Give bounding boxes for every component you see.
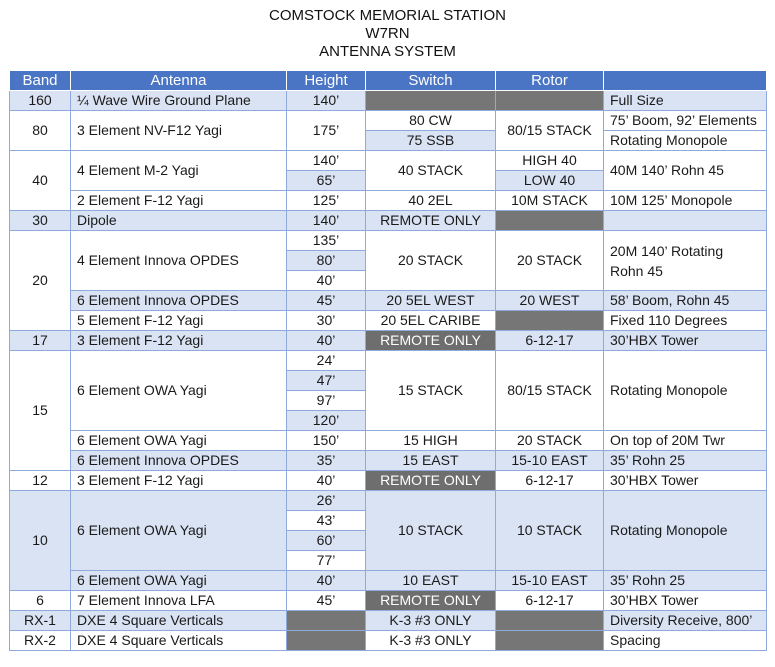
band-cell: 80: [10, 111, 71, 151]
header-antenna: Antenna: [71, 71, 287, 91]
band-cell: 17: [10, 331, 71, 351]
notes-cell: [604, 211, 767, 231]
notes-cell: Rotating Monopole: [604, 351, 767, 431]
height-cell: 140’: [287, 211, 366, 231]
rotor-cell: 10M STACK: [496, 191, 604, 211]
antenna-cell: 6 Element Innova OPDES: [71, 291, 287, 311]
table-row: [10, 91, 767, 111]
rotor-cell: 20 WEST: [496, 291, 604, 311]
band-cell: 40: [10, 151, 71, 211]
height-cell: 35’: [287, 451, 366, 471]
table-row: [10, 351, 767, 371]
rotor-cell: 15-10 EAST: [496, 571, 604, 591]
height-cell: 140’: [287, 91, 366, 111]
table-row: [10, 191, 767, 211]
switch-cell: REMOTE ONLY: [366, 471, 496, 491]
height-cell: 120’: [287, 411, 366, 431]
rotor-cell: 6-12-17: [496, 471, 604, 491]
notes-cell: Fixed 110 Degrees: [604, 311, 767, 331]
height-cell: 40’: [287, 271, 366, 291]
table-row: [10, 211, 767, 231]
switch-cell: 10 STACK: [366, 491, 496, 571]
switch-cell: 15 STACK: [366, 351, 496, 431]
notes-cell: 40M 140’ Rohn 45: [604, 151, 767, 191]
switch-cell: K-3 #3 ONLY: [366, 631, 496, 651]
switch-cell: 20 5EL WEST: [366, 291, 496, 311]
antenna-cell: 6 Element OWA Yagi: [71, 491, 287, 571]
rotor-blocked-cell: [496, 631, 604, 651]
rotor-cell: 80/15 STACK: [496, 111, 604, 151]
rotor-blocked-cell: [496, 611, 604, 631]
antenna-cell: 4 Element M-2 Yagi: [71, 151, 287, 191]
table-row: [10, 331, 767, 351]
height-cell: 45’: [287, 291, 366, 311]
table-row: [10, 151, 767, 171]
height-cell: 40’: [287, 571, 366, 591]
height-blocked-cell: [287, 631, 366, 651]
height-cell: 24’: [287, 351, 366, 371]
antenna-cell: Dipole: [71, 211, 287, 231]
height-cell: 140’: [287, 151, 366, 171]
notes-cell: 10M 125’ Monopole: [604, 191, 767, 211]
height-cell: 97’: [287, 391, 366, 411]
switch-blocked-cell: [366, 91, 496, 111]
table-row: [10, 571, 767, 591]
antenna-cell: 7 Element Innova LFA: [71, 591, 287, 611]
switch-cell: 15 EAST: [366, 451, 496, 471]
height-cell: 150’: [287, 431, 366, 451]
table-row: [10, 631, 767, 651]
rotor-cell: 80/15 STACK: [496, 351, 604, 431]
rotor-cell: 20 STACK: [496, 231, 604, 291]
height-cell: 40’: [287, 331, 366, 351]
height-cell: 43’: [287, 511, 366, 531]
title-line-1: COMSTOCK MEMORIAL STATION: [269, 7, 506, 24]
table-row: [10, 311, 767, 331]
band-cell: RX-2: [10, 631, 71, 651]
title-line-3: ANTENNA SYSTEM: [319, 43, 456, 60]
rotor-cell: 15-10 EAST: [496, 451, 604, 471]
height-cell: 45’: [287, 591, 366, 611]
switch-cell: 40 STACK: [366, 151, 496, 191]
rotor-cell: HIGH 40: [496, 151, 604, 171]
antenna-cell: 3 Element NV-F12 Yagi: [71, 111, 287, 151]
switch-cell: K-3 #3 ONLY: [366, 611, 496, 631]
rotor-cell: 6-12-17: [496, 591, 604, 611]
notes-cell: 30’HBX Tower: [604, 331, 767, 351]
table-row: [10, 291, 767, 311]
height-cell: 60’: [287, 531, 366, 551]
band-cell: 12: [10, 471, 71, 491]
header-switch: Switch: [366, 71, 496, 91]
table-row: [10, 471, 767, 491]
height-cell: 40’: [287, 471, 366, 491]
notes-line: 20M 140’ Rotating: [610, 242, 724, 259]
switch-cell: REMOTE ONLY: [366, 331, 496, 351]
antenna-cell: DXE 4 Square Verticals: [71, 631, 287, 651]
notes-cell: 30’HBX Tower: [604, 471, 767, 491]
switch-cell: 20 STACK: [366, 231, 496, 291]
rotor-blocked-cell: [496, 91, 604, 111]
antenna-cell: ¼ Wave Wire Ground Plane: [71, 91, 287, 111]
antenna-cell: DXE 4 Square Verticals: [71, 611, 287, 631]
header-height: Height: [287, 71, 366, 91]
header-row: [10, 71, 767, 91]
height-blocked-cell: [287, 611, 366, 631]
height-cell: 47’: [287, 371, 366, 391]
height-cell: 65’: [287, 171, 366, 191]
height-cell: 125’: [287, 191, 366, 211]
antenna-cell: 6 Element OWA Yagi: [71, 571, 287, 591]
rotor-blocked-cell: [496, 311, 604, 331]
switch-cell: 40 2EL: [366, 191, 496, 211]
height-cell: 175’: [287, 111, 366, 151]
title-line-2: W7RN: [365, 25, 410, 42]
notes-cell: 75’ Boom, 92’ Elements: [604, 111, 767, 131]
notes-cell: 35’ Rohn 25: [604, 451, 767, 471]
table-row: [10, 591, 767, 611]
height-cell: 77’: [287, 551, 366, 571]
switch-cell: 75 SSB: [366, 131, 496, 151]
notes-line: Rohn 45: [610, 262, 663, 279]
height-cell: 26’: [287, 491, 366, 511]
rotor-cell: 6-12-17: [496, 331, 604, 351]
header-band: Band: [10, 71, 71, 91]
rotor-cell: 10 STACK: [496, 491, 604, 571]
rotor-blocked-cell: [496, 211, 604, 231]
antenna-cell: 3 Element F-12 Yagi: [71, 471, 287, 491]
height-cell: 80’: [287, 251, 366, 271]
rotor-cell: 20 STACK: [496, 431, 604, 451]
antenna-cell: 3 Element F-12 Yagi: [71, 331, 287, 351]
table-row: [10, 451, 767, 471]
antenna-cell: 4 Element Innova OPDES: [71, 231, 287, 291]
antenna-cell: 6 Element Innova OPDES: [71, 451, 287, 471]
header-notes: [604, 71, 767, 91]
band-cell: 6: [10, 591, 71, 611]
notes-cell: [604, 231, 767, 291]
switch-cell: 80 CW: [366, 111, 496, 131]
notes-cell: On top of 20M Twr: [604, 431, 767, 451]
antenna-cell: 5 Element F-12 Yagi: [71, 311, 287, 331]
antenna-cell: 6 Element OWA Yagi: [71, 351, 287, 431]
notes-cell: Rotating Monopole: [604, 491, 767, 571]
notes-cell: 30’HBX Tower: [604, 591, 767, 611]
band-cell: 30: [10, 211, 71, 231]
switch-cell: REMOTE ONLY: [366, 211, 496, 231]
switch-cell: 15 HIGH: [366, 431, 496, 451]
band-cell: 10: [10, 491, 71, 591]
switch-cell: REMOTE ONLY: [366, 591, 496, 611]
height-cell: 30’: [287, 311, 366, 331]
band-cell: 15: [10, 351, 71, 471]
antenna-table: [9, 70, 767, 651]
notes-cell: Full Size: [604, 91, 767, 111]
table-row: [10, 231, 767, 251]
notes-cell: Rotating Monopole: [604, 131, 767, 151]
antenna-cell: 2 Element F-12 Yagi: [71, 191, 287, 211]
table-row: [10, 431, 767, 451]
band-cell: 20: [10, 231, 71, 331]
rotor-cell: LOW 40: [496, 171, 604, 191]
band-cell: RX-1: [10, 611, 71, 631]
notes-cell: 35’ Rohn 25: [604, 571, 767, 591]
notes-cell: Spacing: [604, 631, 767, 651]
height-cell: 135’: [287, 231, 366, 251]
antenna-cell: 6 Element OWA Yagi: [71, 431, 287, 451]
notes-cell: 58’ Boom, Rohn 45: [604, 291, 767, 311]
switch-cell: 20 5EL CARIBE: [366, 311, 496, 331]
header-rotor: Rotor: [496, 71, 604, 91]
switch-cell: 10 EAST: [366, 571, 496, 591]
notes-cell: Diversity Receive, 800’: [604, 611, 767, 631]
table-row: [10, 611, 767, 631]
table-row: [10, 491, 767, 511]
band-cell: 160: [10, 91, 71, 111]
table-row: [10, 111, 767, 131]
